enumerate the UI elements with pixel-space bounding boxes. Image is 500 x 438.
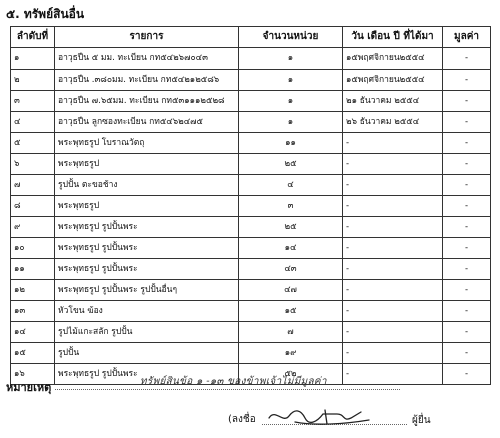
table-body <box>11 48 491 385</box>
cell-quantity: ๑ <box>239 112 343 133</box>
cell-value: - <box>443 364 491 385</box>
signature-label: (ลงชื่อ <box>228 414 256 425</box>
header-value: มูลค่า <box>443 27 491 48</box>
cell-no: ๑ <box>11 48 55 70</box>
remark-line <box>55 389 400 390</box>
cell-quantity: ๑๔ <box>239 238 343 259</box>
cell-date: - <box>343 217 443 238</box>
cell-item: หัวโขน ฆ้อง <box>55 301 239 322</box>
header-no: ลำดับที่ <box>11 27 55 48</box>
cell-no: ๕ <box>11 133 55 154</box>
table-row <box>11 217 491 238</box>
cell-value: - <box>443 112 491 133</box>
cell-quantity: ๑๙ <box>239 343 343 364</box>
cell-item: รูปปั้น <box>55 343 239 364</box>
cell-item: รูปปั้น ตะขอช้าง <box>55 175 239 196</box>
remark-label: หมายเหตุ <box>6 381 52 394</box>
remark-handwriting: ทรัพย์สินข้อ ๑ -๑๓ ของข้าพเจ้าไม่มีมูลค่า <box>140 376 327 387</box>
cell-no: ๙ <box>11 217 55 238</box>
cell-no: ๗ <box>11 175 55 196</box>
cell-item: พระพุทธรูป <box>55 154 239 175</box>
cell-item: อาวุธปืน .๓๘๐มม. ทะเบียน กท๕๔๒๑๒๕๘๖ <box>55 70 239 91</box>
cell-value: - <box>443 322 491 343</box>
table-row <box>11 112 491 133</box>
cell-no: ๑๔ <box>11 322 55 343</box>
cell-value: - <box>443 175 491 196</box>
table-row <box>11 91 491 112</box>
table-row <box>11 322 491 343</box>
cell-item: อาวุธปืน ๗.๖๕มม. ทะเบียน กท๕๓๑๑๑๒๕๒๘ <box>55 91 239 112</box>
table-row <box>11 343 491 364</box>
cell-quantity: ๑๕ <box>239 301 343 322</box>
cell-no: ๓ <box>11 91 55 112</box>
cell-date: - <box>343 238 443 259</box>
cell-item: รูปไม้แกะสลัก รูปปั้น <box>55 322 239 343</box>
cell-no: ๘ <box>11 196 55 217</box>
cell-quantity: ๑ <box>239 48 343 70</box>
cell-no: ๑๐ <box>11 238 55 259</box>
cell-date: ๑๕พฤศจิกายน๒๕๕๔ <box>343 70 443 91</box>
cell-item: พระพุทธรูป รูปปั้นพระ <box>55 217 239 238</box>
cell-no: ๑๒ <box>11 280 55 301</box>
cell-value: - <box>443 91 491 112</box>
cell-item: พระพุทธรูป รูปปั้นพระ <box>55 259 239 280</box>
cell-date: - <box>343 280 443 301</box>
cell-value: - <box>443 238 491 259</box>
table-row <box>11 175 491 196</box>
table-header-row <box>11 27 491 48</box>
cell-quantity: ๔ <box>239 175 343 196</box>
cell-value: - <box>443 70 491 91</box>
cell-date: ๒๑ ธันวาคม ๒๕๕๔ <box>343 91 443 112</box>
cell-date: - <box>343 259 443 280</box>
cell-quantity: ๓ <box>239 196 343 217</box>
cell-value: - <box>443 301 491 322</box>
cell-quantity: ๔๓ <box>239 259 343 280</box>
table-row <box>11 196 491 217</box>
cell-no: ๑๕ <box>11 343 55 364</box>
cell-item: พระพุทธรูป รูปปั้นพระ <box>55 364 239 385</box>
cell-no: ๑๑ <box>11 259 55 280</box>
header-item: รายการ <box>55 27 239 48</box>
cell-quantity: ๑ <box>239 91 343 112</box>
cell-item: อาวุธปืน ลูกซองทะเบียน กท๕๔๖๒๔๗๕ <box>55 112 239 133</box>
cell-quantity: ๒๕ <box>239 154 343 175</box>
section-title: ๕. ทรัพย์สินอื่น <box>6 7 85 21</box>
table-row <box>11 70 491 91</box>
cell-no: ๔ <box>11 112 55 133</box>
cell-date: - <box>343 133 443 154</box>
cell-date: - <box>343 175 443 196</box>
table-row <box>11 259 491 280</box>
cell-value: - <box>443 343 491 364</box>
cell-value: - <box>443 280 491 301</box>
cell-date: - <box>343 196 443 217</box>
cell-quantity: ๑๑ <box>239 133 343 154</box>
cell-value: - <box>443 259 491 280</box>
cell-date: - <box>343 343 443 364</box>
cell-no: ๖ <box>11 154 55 175</box>
cell-date: - <box>343 301 443 322</box>
cell-item: พระพุทธรูป รูปปั้นพระ <box>55 238 239 259</box>
cell-value: - <box>443 217 491 238</box>
cell-value: - <box>443 196 491 217</box>
table-row <box>11 48 491 70</box>
cell-no: ๒ <box>11 70 55 91</box>
table-row <box>11 133 491 154</box>
table-row <box>11 154 491 175</box>
cell-quantity: ๒๕ <box>239 217 343 238</box>
table-row <box>11 301 491 322</box>
cell-quantity: ๔๗ <box>239 280 343 301</box>
cell-value: - <box>443 154 491 175</box>
cell-date: - <box>343 322 443 343</box>
cell-date: ๒๖ ธันวาคม ๒๕๕๔ <box>343 112 443 133</box>
cell-value: - <box>443 48 491 70</box>
header-quantity: จำนวนหน่วย <box>239 27 343 48</box>
table-row <box>11 280 491 301</box>
cell-item: อาวุธปืน ๕ มม. ทะเบียน กท๕๔๒๖๗๐๔๓ <box>55 48 239 70</box>
cell-date: - <box>343 364 443 385</box>
cell-item: พระพุทธรูป รูปปั้นพระ รูปปั้นอื่นๆ <box>55 280 239 301</box>
cell-quantity: ๑ <box>239 70 343 91</box>
cell-value: - <box>443 133 491 154</box>
cell-no: ๑๓ <box>11 301 55 322</box>
handwritten-signature <box>265 404 375 428</box>
header-date-acquired: วัน เดือน ปี ที่ได้มา <box>343 27 443 48</box>
signature-role: ผู้ยื่น <box>412 415 431 426</box>
cell-item: พระพุทธรูป <box>55 196 239 217</box>
cell-date: - <box>343 154 443 175</box>
table-row <box>11 238 491 259</box>
cell-quantity: ๕๒ <box>239 364 343 385</box>
cell-no: ๑๖ <box>11 364 55 385</box>
cell-item: พระพุทธรูป โบราณวัตถุ <box>55 133 239 154</box>
cell-date: ๑๕พฤศจิกายน๒๕๕๔ <box>343 48 443 70</box>
cell-quantity: ๗ <box>239 322 343 343</box>
asset-table <box>10 26 491 385</box>
